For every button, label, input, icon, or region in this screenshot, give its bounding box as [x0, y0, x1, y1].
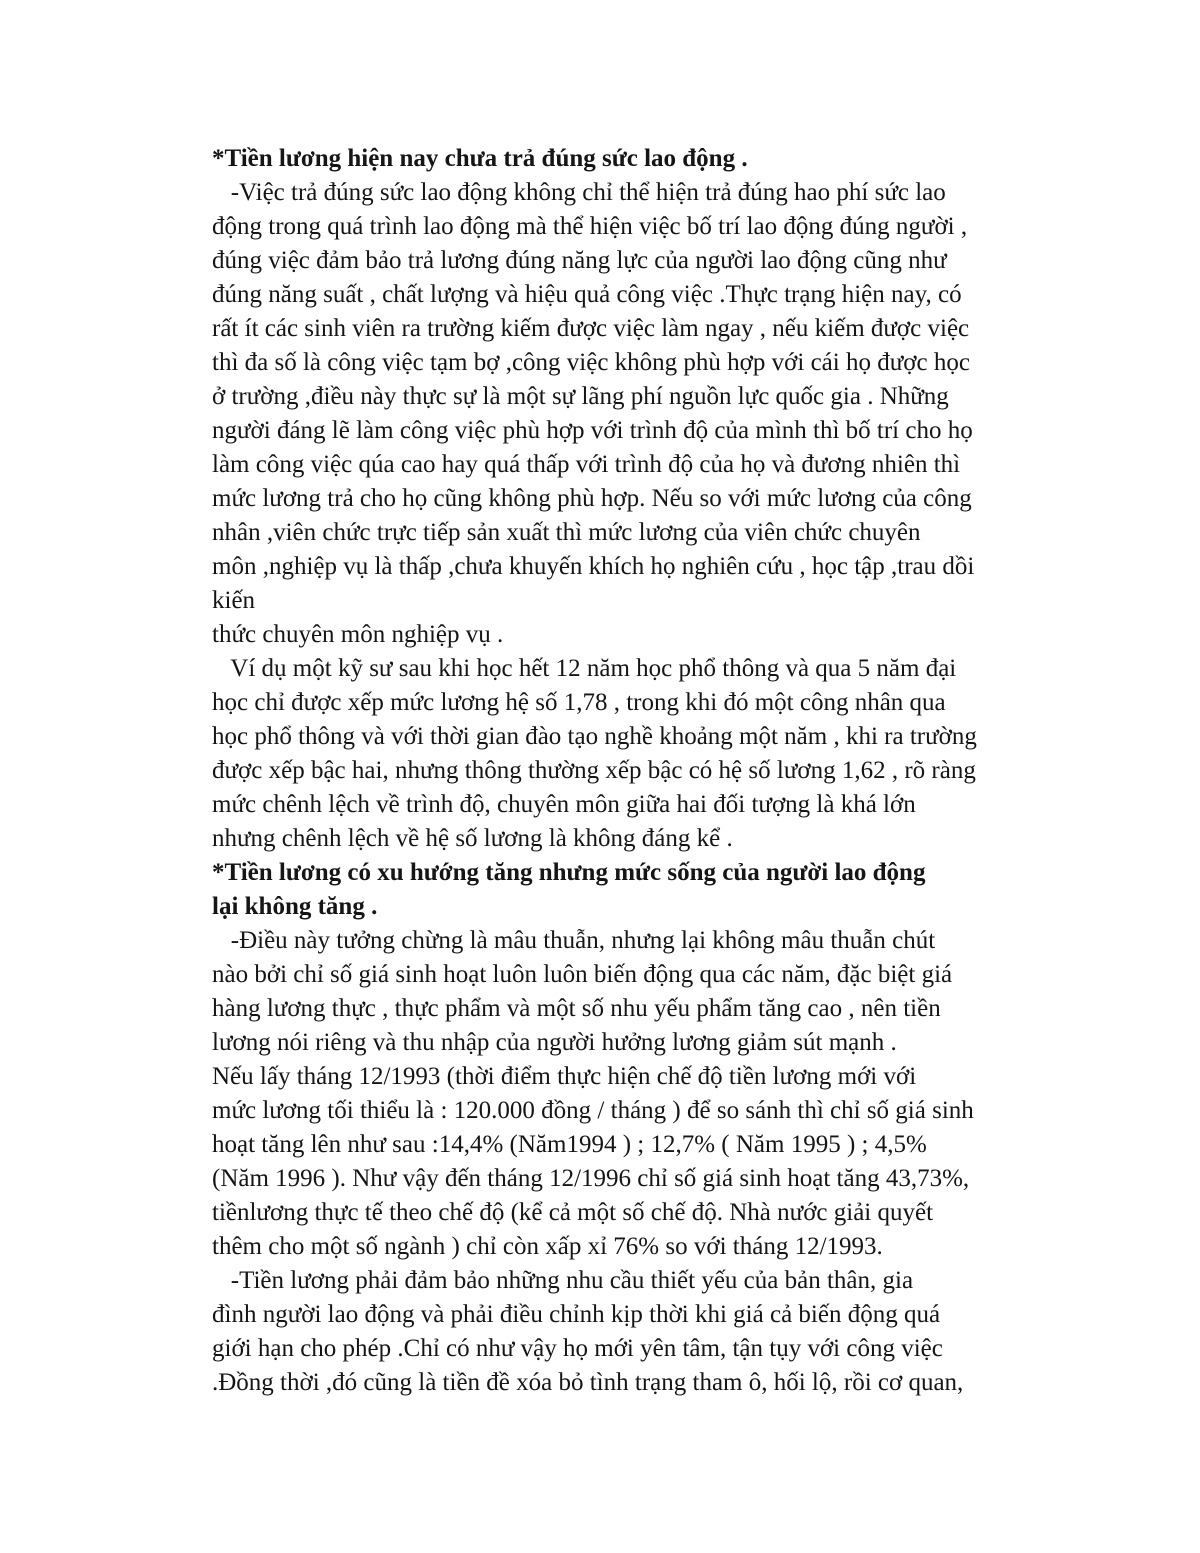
- body-text-line: mức lương trả cho họ cũng không phù hợp. Nếu so với mức lương của công: [212, 485, 972, 512]
- body-text-line: học phổ thông và với thời gian đào tạo nghề khoảng một năm , khi ra trường: [212, 723, 977, 750]
- body-text-line: đình người lao động và phải điều chỉnh kịp thời khi giá cả biến động quá: [212, 1301, 941, 1328]
- body-text-line: mức chênh lệch về trình độ, chuyên môn giữa hai đối tượng là khá lớn: [212, 791, 916, 818]
- body-text-line: Ví dụ một kỹ sư sau khi học hết 12 năm học phổ thông và qua 5 năm đại: [212, 655, 957, 682]
- body-text-line: nhưng chênh lệch về hệ số lương là không đáng kể .: [212, 825, 733, 852]
- body-text-line: kiến: [212, 587, 256, 614]
- body-text-line: .Đồng thời ,đó cũng là tiền đề xóa bỏ tình trạng tham ô, hối lộ, rồi cơ quan,: [212, 1369, 964, 1396]
- body-text-line: nhân ,viên chức trực tiếp sản xuất thì mức lương của viên chức chuyên: [212, 519, 921, 546]
- body-text-line: ở trường ,điều này thực sự là một sự lãng phí nguồn lực quốc gia . Những: [212, 383, 949, 410]
- section-heading-line: lại không tăng .: [212, 893, 378, 920]
- body-text-line: môn ,nghiệp vụ là thấp ,chưa khuyến khích họ nghiên cứu , học tập ,trau dồi: [212, 553, 975, 580]
- body-text-line: mức lương tối thiểu là : 120.000 đồng / tháng ) để so sánh thì chỉ số giá sinh: [212, 1097, 974, 1124]
- body-text-line: tiềnlương thực tế theo chế độ (kể cả một số chế độ. Nhà nước giải quyết: [212, 1199, 934, 1226]
- body-text-line: hoạt tăng lên như sau :14,4% (Năm1994 ) ; 12,7% ( Năm 1995 ) ; 4,5%: [212, 1131, 927, 1158]
- body-text-line: đúng năng suất , chất lượng và hiệu quả công việc .Thực trạng hiện nay, có: [212, 281, 962, 308]
- body-text-line: được xếp bậc hai, nhưng thông thường xếp bậc có hệ số lương 1,62 , rõ ràng: [212, 757, 976, 784]
- body-text-line: (Năm 1996 ). Như vậy đến tháng 12/1996 chỉ số giá sinh hoạt tăng 43,73%,: [212, 1165, 970, 1192]
- body-text-line: người đáng lẽ làm công việc phù hợp với trình độ của mình thì bố trí cho họ: [212, 417, 973, 444]
- body-text-line: Nếu lấy tháng 12/1993 (thời điểm thực hiện chế độ tiền lương mới với: [212, 1063, 917, 1090]
- body-text-line: làm công việc qúa cao hay quá thấp với trình độ của họ và đương nhiên thì: [212, 451, 961, 478]
- body-text-line: thêm cho một số ngành ) chỉ còn xấp xỉ 76% so với tháng 12/1993.: [212, 1233, 883, 1260]
- section-heading-line: *Tiền lương hiện nay chưa trả đúng sức lao động .: [212, 145, 748, 172]
- body-text-line: học chỉ được xếp mức lương hệ số 1,78 , trong khi đó một công nhân qua: [212, 689, 946, 716]
- body-text-line: động trong quá trình lao động mà thể hiện việc bố trí lao động đúng người ,: [212, 213, 968, 240]
- body-text-line: rất ít các sinh viên ra trường kiếm được việc làm ngay , nếu kiếm được việc: [212, 315, 970, 342]
- body-text-line: -Việc trả đúng sức lao động không chỉ thể hiện trả đúng hao phí sức lao: [212, 179, 946, 206]
- body-text-line: đúng việc đảm bảo trả lương đúng năng lực của người lao động cũng như: [212, 247, 947, 274]
- body-text-line: thức chuyên môn nghiệp vụ .: [212, 621, 504, 648]
- body-text-line: thì đa số là công việc tạm bợ ,công việc không phù hợp với cái họ được học: [212, 349, 970, 376]
- body-text-line: -Điều này tưởng chừng là mâu thuẫn, nhưng lại không mâu thuẫn chút: [212, 927, 936, 954]
- body-text-line: nào bởi chỉ số giá sinh hoạt luôn luôn biến động qua các năm, đặc biệt giá: [212, 961, 953, 988]
- body-text-line: hàng lương thực , thực phẩm và một số nhu yếu phẩm tăng cao , nên tiền: [212, 995, 941, 1022]
- body-text-line: giới hạn cho phép .Chỉ có như vậy họ mới yên tâm, tận tụy với công việc: [212, 1335, 943, 1362]
- body-text-line: -Tiền lương phải đảm bảo những nhu cầu thiết yếu của bản thân, gia: [212, 1267, 914, 1294]
- section-heading-line: *Tiền lương có xu hướng tăng nhưng mức sống của người lao động: [212, 859, 926, 886]
- body-text-line: lương nói riêng và thu nhập của người hưởng lương giảm sút mạnh .: [212, 1029, 897, 1056]
